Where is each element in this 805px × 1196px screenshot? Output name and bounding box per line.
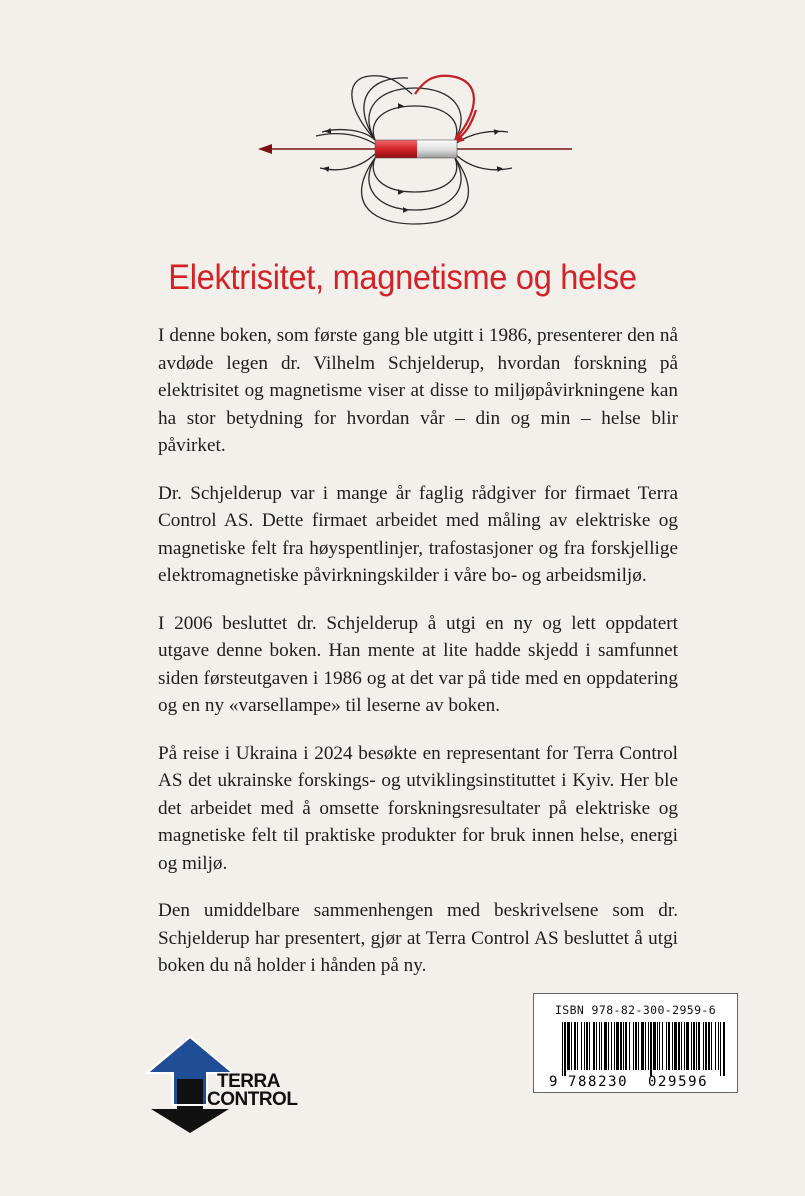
paragraph: Den umiddelbare sammenhengen med beskrivelsene som dr. Schjelderup har presentert, gjør at Terra Control AS besluttet å utgi boken du nå holder i hånden på ny. [158,900,678,976]
back-cover-text [158,322,678,1000]
barcode-digit-lead: 9 [549,1074,558,1088]
isbn-label: ISBN 978-82-300-2959-6 [554,1003,717,1017]
logo-text-terra: TERRA [217,1071,280,1092]
paragraph: I 2006 besluttet dr. Schjelderup å utgi en ny og lett oppdatert utgave denne boken. Han mente at lite hadde skjedd i samfunnet siden førsteutgaven i 1986 og at det var på tide med en oppdatering og en ny «varsellampe» til leserne av boken. [158,612,678,716]
book-title: Elektrisitet, magnetisme og helse [168,258,637,297]
barcode-digits-right: 029596 [648,1074,709,1088]
isbn-barcode [533,993,738,1093]
paragraph: På reise i Ukraina i 2024 besøkte en representant for Terra Control AS det ukrainske forskings- og utviklingsinstituttet i Kyiv. Her ble det arbeidet med å omsette forskningsresultater på elektriske og magnetiske felt til praktiske produkter for bruk innen helse, energi og miljø. [158,742,678,874]
paragraph: Dr. Schjelderup var i mange år faglig rådgiver for firmaet Terra Control AS. Dette firmaet arbeidet med måling av elektriske og magnetiske felt fra høyspentlinjer, trafostasjoner og fra forskjellige elektromagnetiske påvirkningskilder i våre bo- og arbeidsmiljø. [158,482,678,586]
barcode-digits-left: 788230 [568,1074,629,1088]
logo-text-control: CONTROL [207,1089,298,1110]
barcode-icon [548,1022,728,1088]
terra-control-logo [145,1035,325,1135]
paragraph: I denne boken, som første gang ble utgitt i 1986, presenterer den nå avdøde legen dr. Vilhelm Schjelderup, hvordan forskning på elektrisitet og magnetisme viser at disse to miljøpåvirkningene kan ha stor betydning for hvordan vår – din og min – helse blir påvirket. [158,325,678,456]
bar-magnet-field-lines-icon [250,70,580,230]
